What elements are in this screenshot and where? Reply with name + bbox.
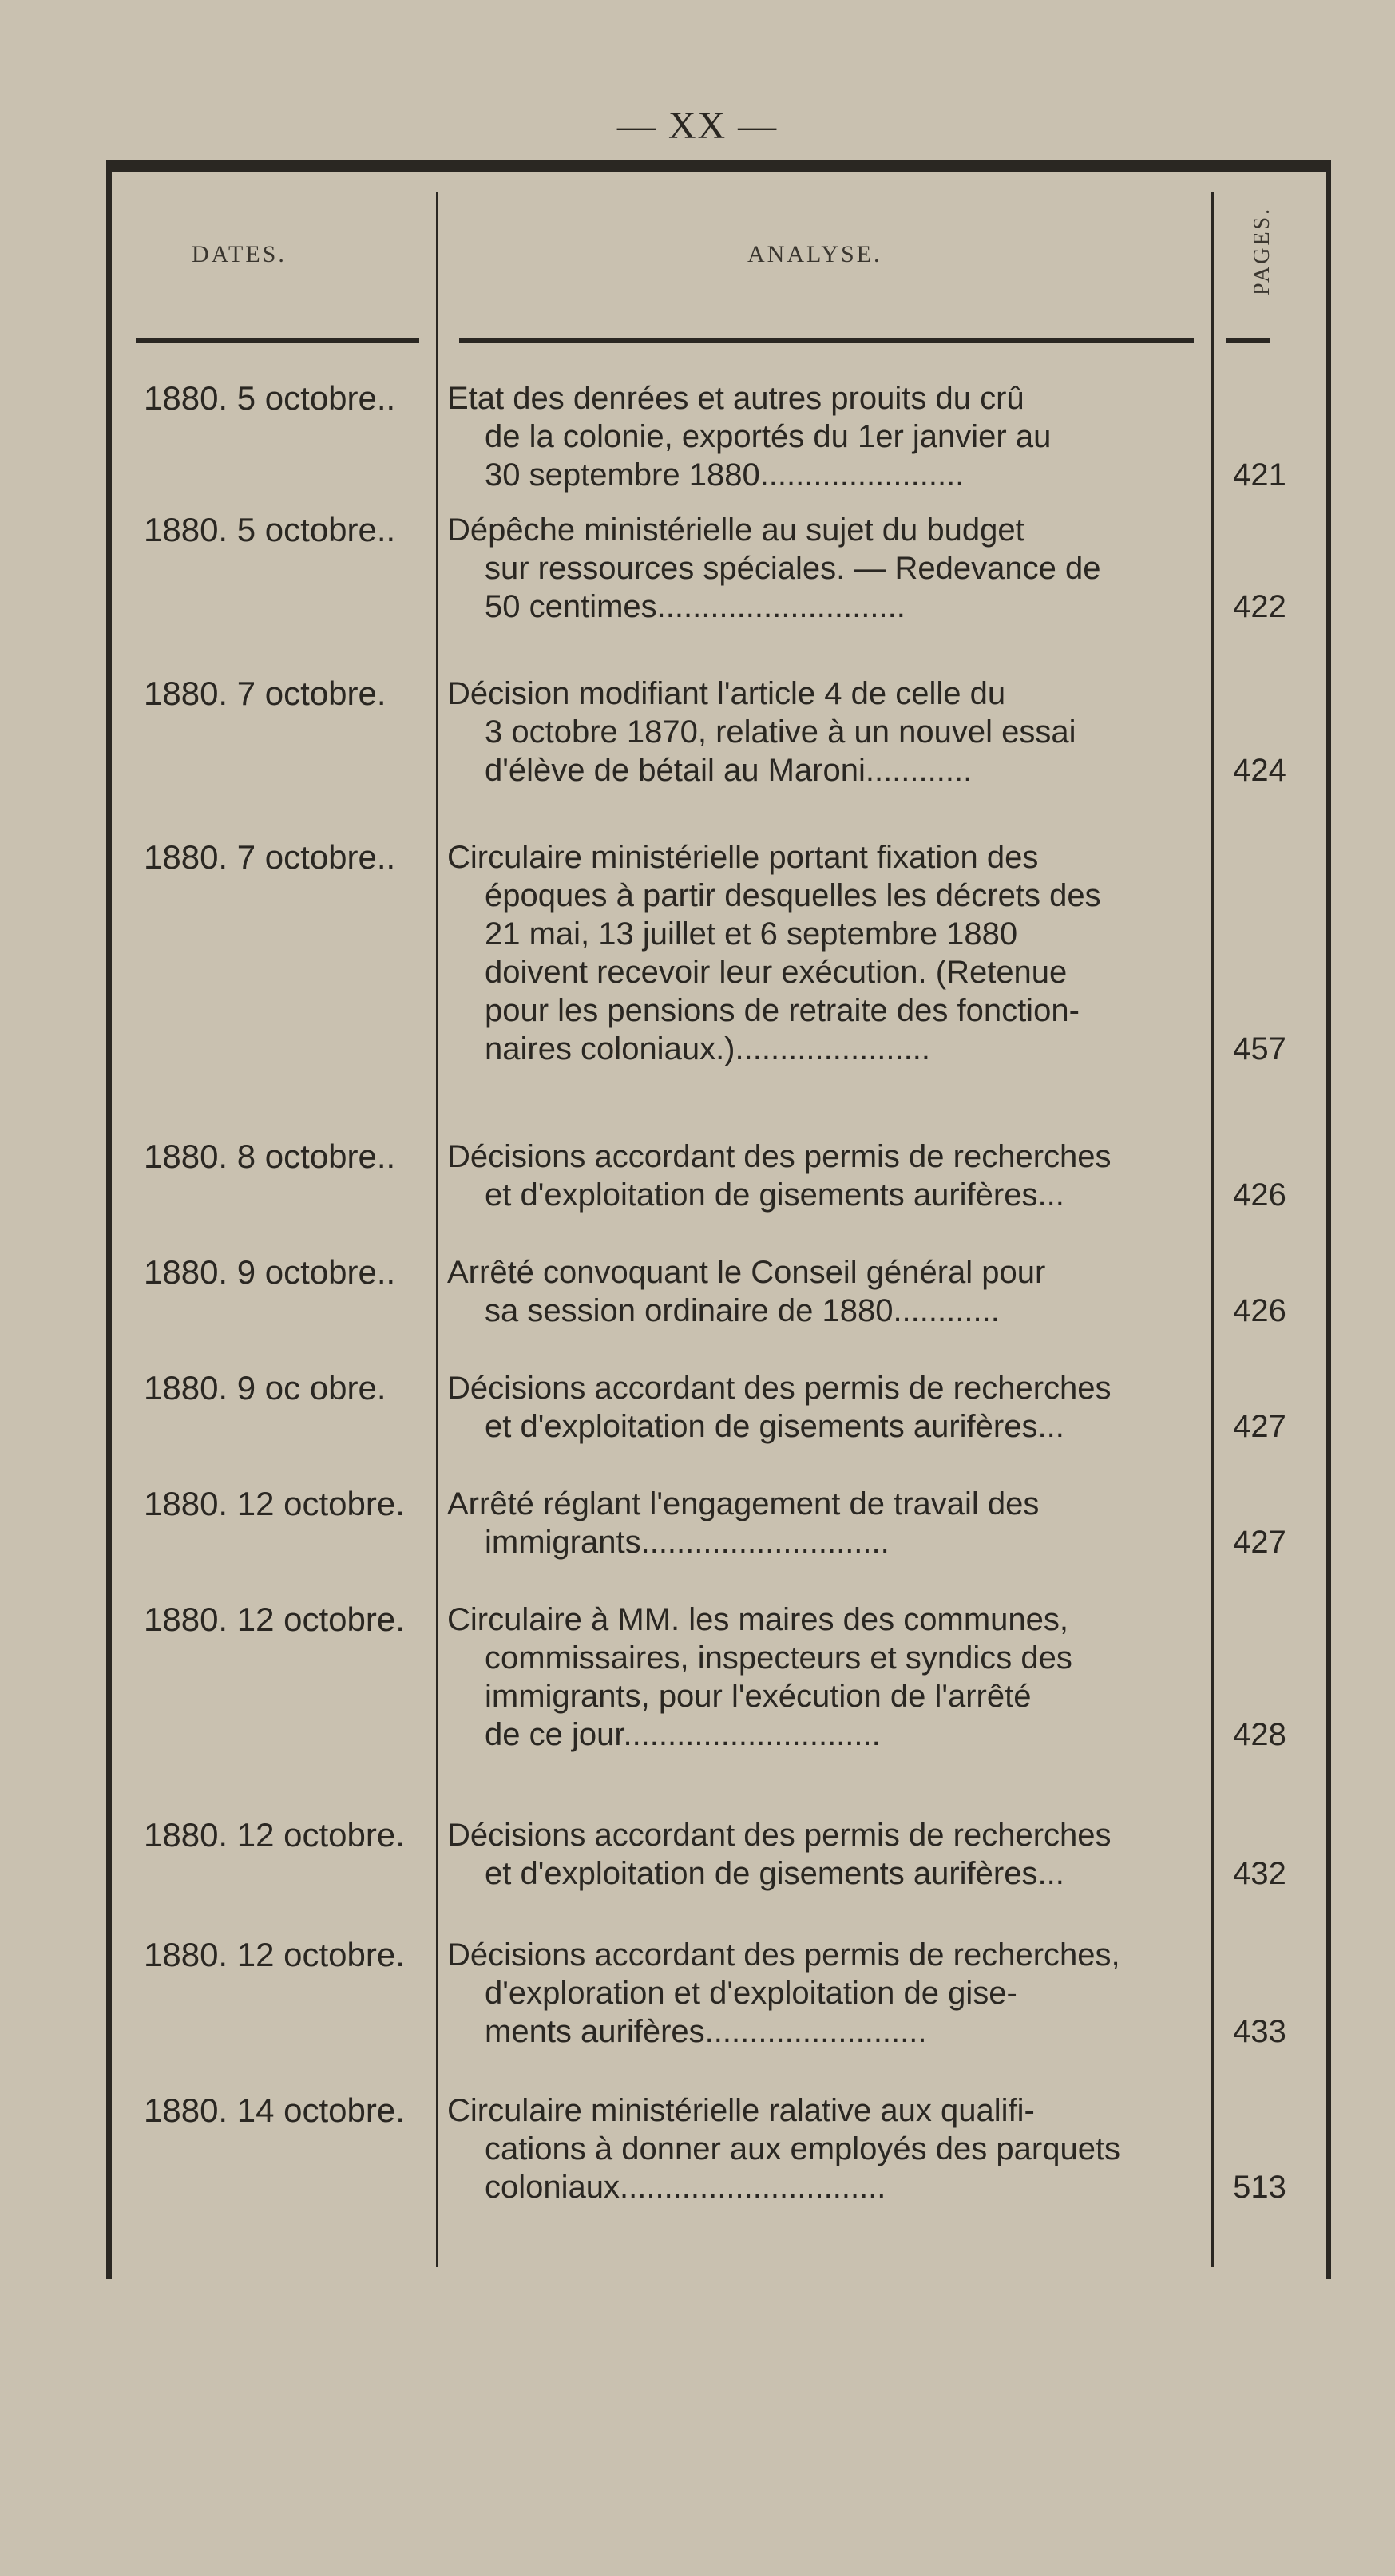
entry-page-number: 457 bbox=[1233, 1031, 1286, 1066]
analysis-line: pour les pensions de retraite des fonction- bbox=[485, 993, 1080, 1028]
entry-page-number: 513 bbox=[1233, 2170, 1286, 2205]
column-rule-dates-analyse bbox=[436, 192, 438, 2267]
analysis-line: 30 septembre 1880....................... bbox=[485, 457, 965, 493]
analysis-line: 21 mai, 13 juillet et 6 septembre 1880 bbox=[485, 916, 1018, 952]
entry-page-number: 422 bbox=[1233, 589, 1286, 624]
analysis-line: Décision modifiant l'article 4 de celle du bbox=[447, 676, 1006, 711]
analysis-line: d'élève de bétail au Maroni............ bbox=[485, 753, 973, 788]
header-rule-dates bbox=[136, 338, 419, 343]
entry-date: 1880. 7 octobre.. bbox=[144, 838, 396, 876]
entry-analysis bbox=[447, 379, 1206, 494]
entry-date: 1880. 12 octobre. bbox=[144, 1816, 405, 1854]
analysis-line: sur ressources spéciales. — Redevance de bbox=[485, 551, 1101, 586]
analysis-line: Décisions accordant des permis de recherches, bbox=[447, 1937, 1120, 1973]
entry-page-number: 427 bbox=[1233, 1525, 1286, 1560]
analysis-line: époques à partir desquelles les décrets des bbox=[485, 878, 1101, 913]
analysis-line: commissaires, inspecteurs et syndics des bbox=[485, 1640, 1072, 1676]
entry-page-number: 428 bbox=[1233, 1717, 1286, 1752]
entry-analysis bbox=[447, 1253, 1206, 1330]
header-rule-pages bbox=[1226, 338, 1270, 343]
column-header-analyse: ANALYSE. bbox=[747, 241, 882, 267]
analysis-line: et d'exploitation de gisements aurifères... bbox=[485, 1177, 1064, 1213]
analysis-line: Etat des denrées et autres prouits du crû bbox=[447, 381, 1024, 416]
analysis-line: sa session ordinaire de 1880............ bbox=[485, 1293, 1000, 1328]
entry-date: 1880. 9 oc obre. bbox=[144, 1369, 386, 1407]
entry-page-number: 424 bbox=[1233, 753, 1286, 788]
entry-date: 1880. 7 octobre. bbox=[144, 675, 386, 712]
entry-analysis bbox=[447, 1138, 1206, 1214]
analysis-line: cations à donner aux employés des parquets bbox=[485, 2131, 1121, 2166]
analysis-line: coloniaux.............................. bbox=[485, 2170, 886, 2205]
analysis-line: Circulaire ministérielle portant fixation des bbox=[447, 840, 1039, 875]
entry-analysis bbox=[447, 838, 1206, 1068]
entry-page-number: 421 bbox=[1233, 457, 1286, 493]
analysis-line: immigrants, pour l'exécution de l'arrêté bbox=[485, 1679, 1032, 1714]
analysis-line: de la colonie, exportés du 1er janvier au bbox=[485, 419, 1052, 454]
analysis-line: Décisions accordant des permis de recherches bbox=[447, 1139, 1112, 1174]
entry-analysis bbox=[447, 2091, 1206, 2206]
analysis-line: Arrêté convoquant le Conseil général pour bbox=[447, 1255, 1046, 1290]
entry-analysis bbox=[447, 1369, 1206, 1446]
entry-date: 1880. 12 octobre. bbox=[144, 1936, 405, 1973]
entry-analysis bbox=[447, 511, 1206, 626]
entry-page-number: 432 bbox=[1233, 1856, 1286, 1891]
entry-date: 1880. 12 octobre. bbox=[144, 1485, 405, 1522]
entry-date: 1880. 5 octobre.. bbox=[144, 511, 396, 548]
analysis-line: 50 centimes............................ bbox=[485, 589, 906, 624]
entry-date: 1880. 8 octobre.. bbox=[144, 1138, 396, 1175]
entry-page-number: 427 bbox=[1233, 1409, 1286, 1444]
entry-date: 1880. 14 octobre. bbox=[144, 2091, 405, 2129]
analysis-line: Décisions accordant des permis de recherches bbox=[447, 1818, 1112, 1853]
analysis-line: doivent recevoir leur exécution. (Retenue bbox=[485, 955, 1068, 990]
header-rule-analyse bbox=[459, 338, 1194, 343]
analysis-line: Circulaire à MM. les maires des communes, bbox=[447, 1602, 1068, 1637]
analysis-line: Circulaire ministérielle ralative aux qualifi- bbox=[447, 2093, 1035, 2128]
analysis-line: Arrêté réglant l'engagement de travail des bbox=[447, 1486, 1040, 1521]
analysis-line: naires coloniaux.)...................... bbox=[485, 1031, 930, 1066]
entry-analysis bbox=[447, 1936, 1206, 2051]
entry-date: 1880. 9 octobre.. bbox=[144, 1253, 396, 1291]
column-header-dates: DATES. bbox=[192, 241, 287, 267]
entry-date: 1880. 5 octobre.. bbox=[144, 379, 396, 417]
analysis-line: et d'exploitation de gisements aurifères... bbox=[485, 1409, 1064, 1444]
analysis-line: ments aurifères......................... bbox=[485, 2014, 927, 2049]
analysis-line: immigrants............................ bbox=[485, 1525, 890, 1560]
entry-analysis bbox=[447, 1601, 1206, 1754]
entry-page-number: 433 bbox=[1233, 2014, 1286, 2049]
analysis-line: de ce jour............................. bbox=[485, 1717, 881, 1752]
analysis-line: 3 octobre 1870, relative à un nouvel essai bbox=[485, 714, 1076, 750]
page-header: — XX — bbox=[616, 105, 779, 147]
entry-analysis bbox=[447, 1485, 1206, 1561]
analysis-line: d'exploration et d'exploitation de gise- bbox=[485, 1976, 1017, 2011]
entry-page-number: 426 bbox=[1233, 1293, 1286, 1328]
column-rule-analyse-pages bbox=[1211, 192, 1214, 2267]
analysis-line: Dépêche ministérielle au sujet du budget bbox=[447, 512, 1024, 548]
analysis-line: Décisions accordant des permis de recherches bbox=[447, 1371, 1112, 1406]
column-header-pages: PAGES. bbox=[1250, 206, 1274, 295]
entry-analysis bbox=[447, 1816, 1206, 1893]
entry-page-number: 426 bbox=[1233, 1177, 1286, 1213]
entry-analysis bbox=[447, 675, 1206, 789]
entry-date: 1880. 12 octobre. bbox=[144, 1601, 405, 1638]
analysis-line: et d'exploitation de gisements aurifères... bbox=[485, 1856, 1064, 1891]
